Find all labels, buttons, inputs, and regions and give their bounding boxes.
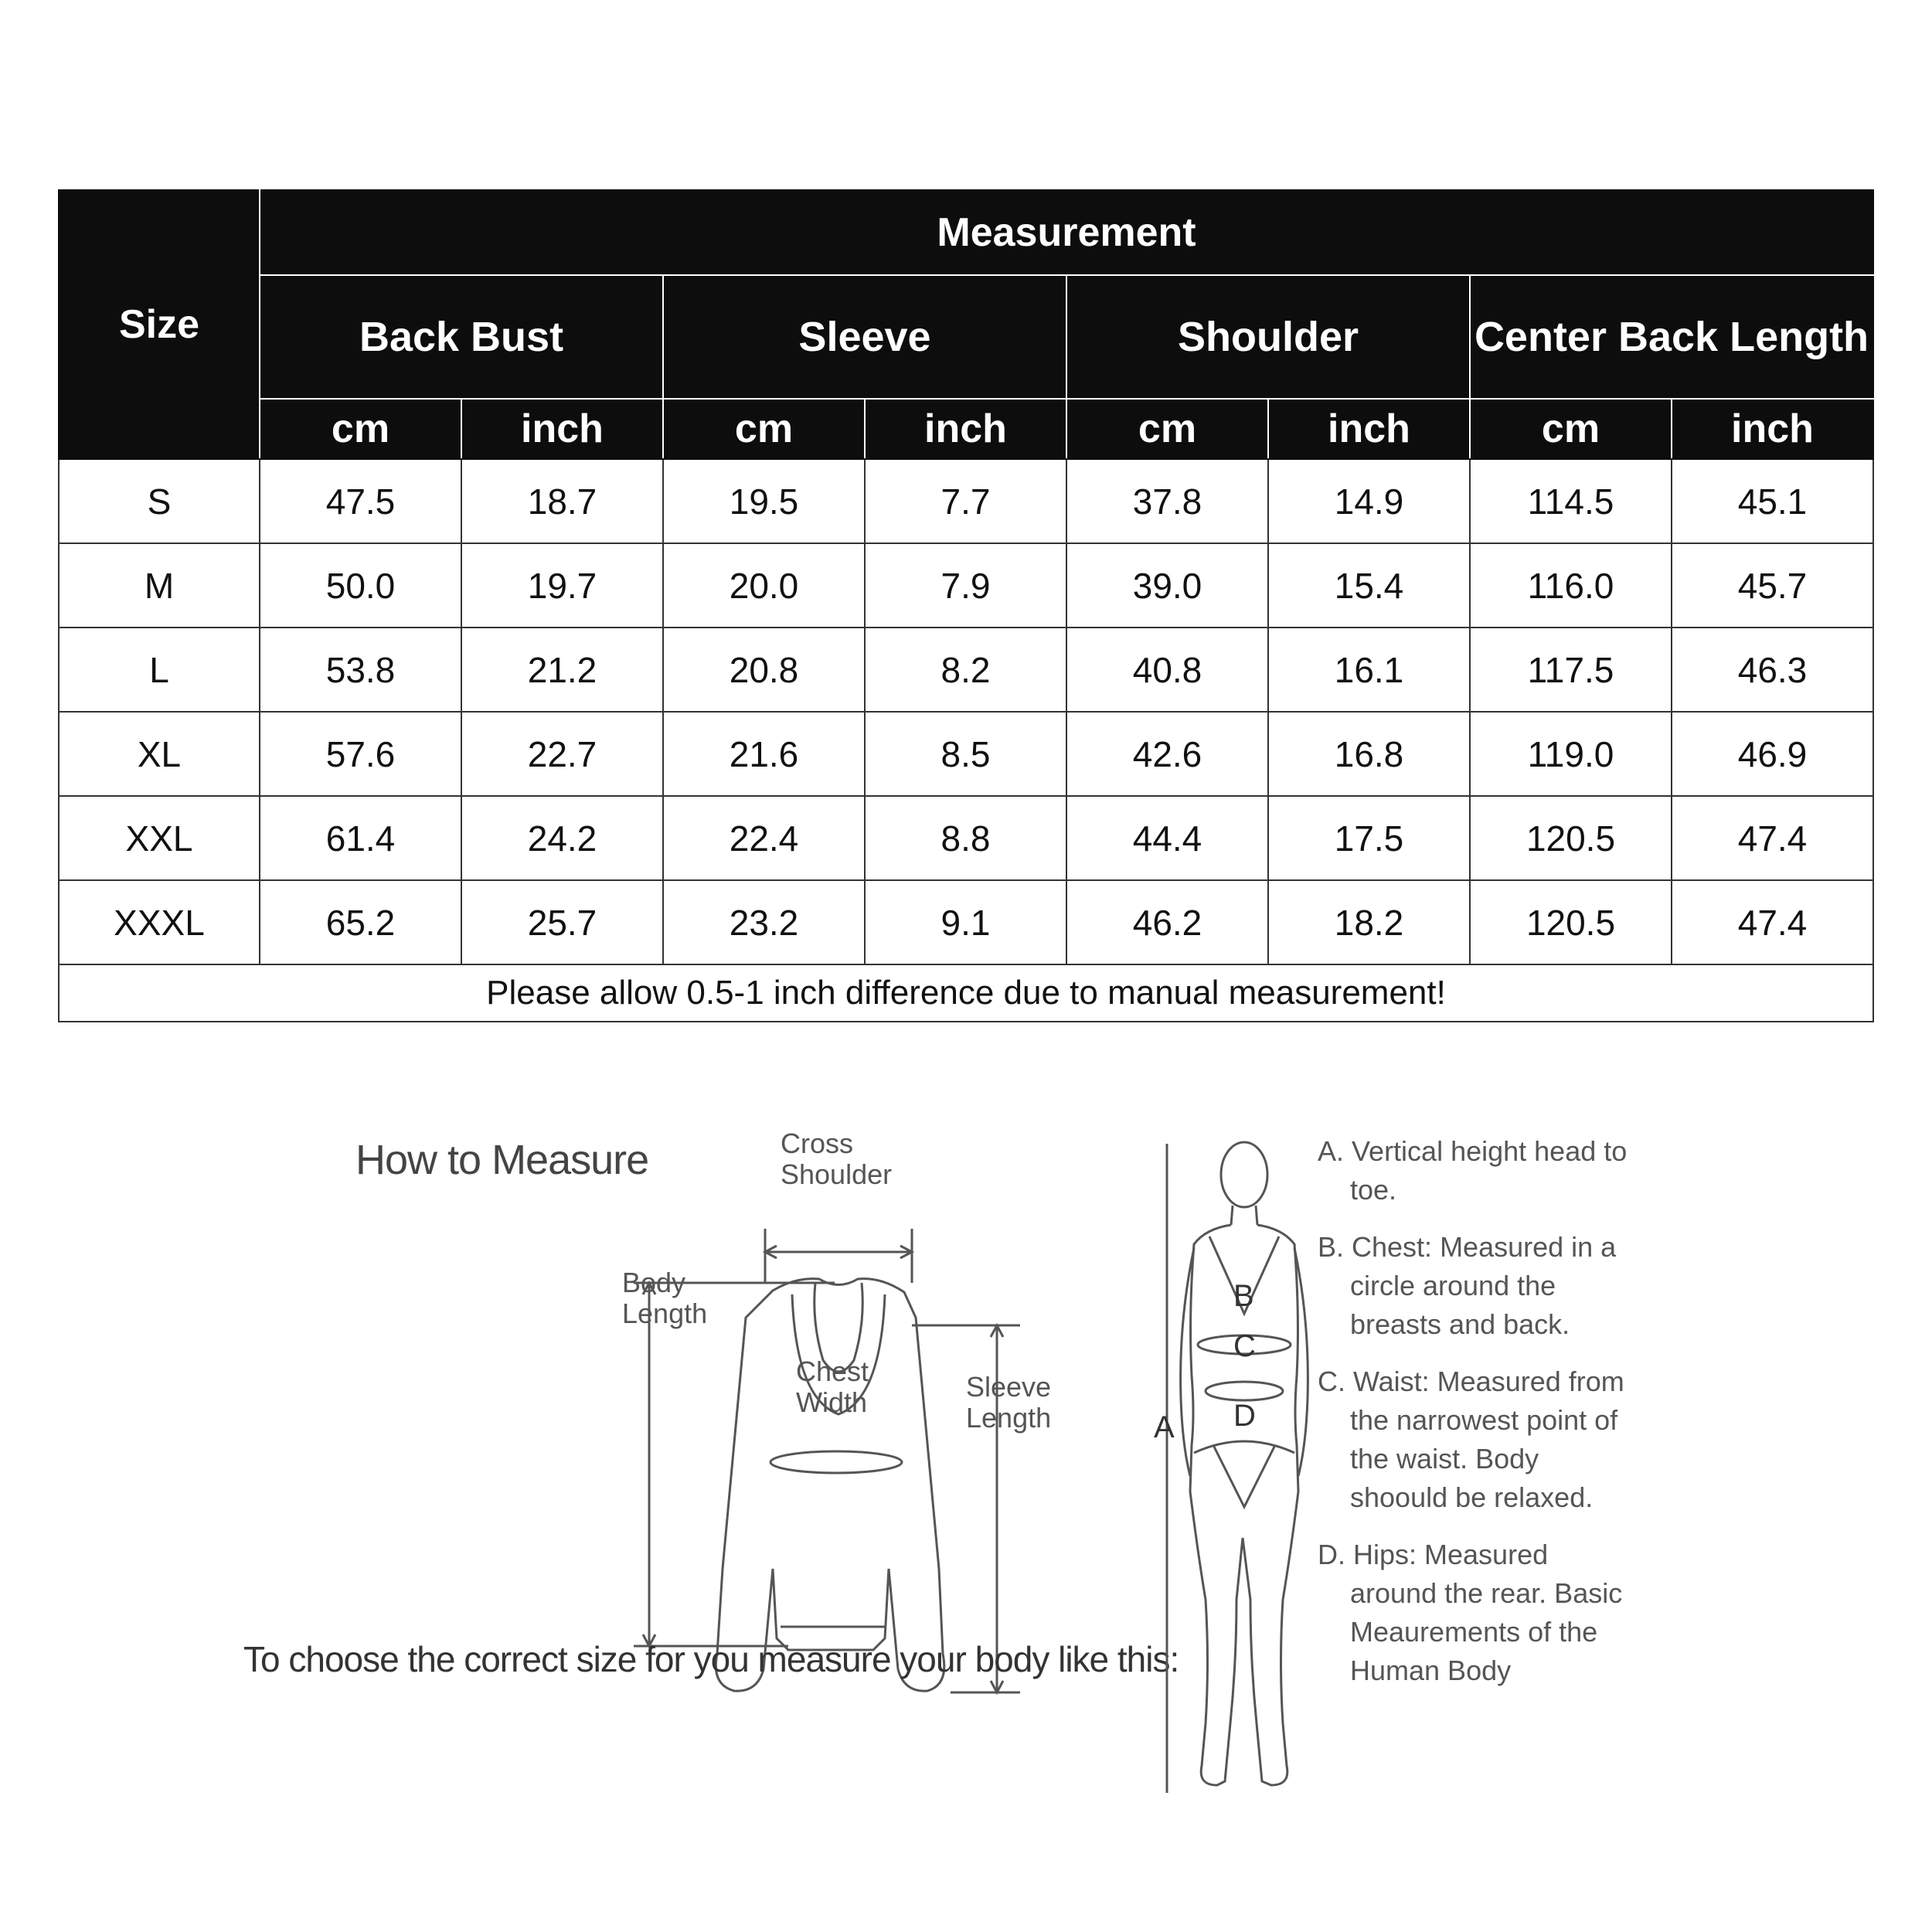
- chest-width-label: Chest Width: [796, 1355, 869, 1418]
- size-rows: [59, 459, 1873, 1022]
- measurement-notes: [1318, 1132, 1642, 1709]
- value-cell: 19.7: [461, 543, 663, 628]
- size-cell: S: [59, 459, 260, 543]
- value-cell: 8.5: [865, 712, 1066, 796]
- value-cell: 120.5: [1470, 796, 1672, 880]
- value-cell: 15.4: [1268, 543, 1470, 628]
- value-cell: 17.5: [1268, 796, 1470, 880]
- table-row: [59, 712, 1873, 796]
- value-cell: 16.1: [1268, 628, 1470, 712]
- garment-diagram-icon: [618, 1206, 1082, 1708]
- value-cell: 39.0: [1066, 543, 1268, 628]
- unit-header-cm: cm: [663, 399, 865, 459]
- value-cell: 16.8: [1268, 712, 1470, 796]
- size-cell: XL: [59, 712, 260, 796]
- unit-header-cm: cm: [1066, 399, 1268, 459]
- value-cell: 8.8: [865, 796, 1066, 880]
- cross-shoulder-label: Cross Shoulder: [781, 1128, 893, 1190]
- value-cell: 24.2: [461, 796, 663, 880]
- value-cell: 114.5: [1470, 459, 1672, 543]
- value-cell: 40.8: [1066, 628, 1268, 712]
- size-cell: L: [59, 628, 260, 712]
- group-header-center-back-length: Center Back Length: [1470, 275, 1873, 399]
- value-cell: 44.4: [1066, 796, 1268, 880]
- value-cell: 47.4: [1672, 796, 1873, 880]
- value-cell: 21.2: [461, 628, 663, 712]
- how-to-measure-section: [0, 1066, 1932, 1839]
- value-cell: 46.9: [1672, 712, 1873, 796]
- value-cell: 22.7: [461, 712, 663, 796]
- group-header-shoulder: Shoulder: [1066, 275, 1470, 399]
- size-cell: XXXL: [59, 880, 260, 964]
- size-cell: XXL: [59, 796, 260, 880]
- table-row: [59, 880, 1873, 964]
- value-cell: 14.9: [1268, 459, 1470, 543]
- value-cell: 50.0: [260, 543, 461, 628]
- table-row: [59, 543, 1873, 628]
- unit-header-inch: inch: [461, 399, 663, 459]
- group-header-back-bust: Back Bust: [260, 275, 663, 399]
- value-cell: 57.6: [260, 712, 461, 796]
- value-cell: 7.7: [865, 459, 1066, 543]
- value-cell: 18.7: [461, 459, 663, 543]
- measurement-header: Measurement: [260, 190, 1873, 275]
- body-letter-d: D: [1233, 1399, 1256, 1433]
- measurement-note: Please allow 0.5-1 inch difference due to manual measurement!: [59, 964, 1873, 1022]
- value-cell: 117.5: [1470, 628, 1672, 712]
- table-row: [59, 628, 1873, 712]
- note-hips: D. Hips: Measured around the rear. Basic Meaurements of the Human Body: [1318, 1539, 1623, 1686]
- unit-header-cm: cm: [260, 399, 461, 459]
- value-cell: 7.9: [865, 543, 1066, 628]
- unit-header-inch: inch: [1268, 399, 1470, 459]
- value-cell: 45.7: [1672, 543, 1873, 628]
- note-row: [59, 964, 1873, 1022]
- how-to-measure-title: How to Measure: [355, 1137, 649, 1183]
- unit-header-row: [59, 399, 1873, 459]
- value-cell: 65.2: [260, 880, 461, 964]
- unit-header-inch: inch: [1672, 399, 1873, 459]
- table-row: [59, 459, 1873, 543]
- value-cell: 22.4: [663, 796, 865, 880]
- value-cell: 46.2: [1066, 880, 1268, 964]
- value-cell: 37.8: [1066, 459, 1268, 543]
- value-cell: 42.6: [1066, 712, 1268, 796]
- value-cell: 46.3: [1672, 628, 1873, 712]
- value-cell: 47.5: [260, 459, 461, 543]
- body-letter-b: B: [1233, 1279, 1254, 1313]
- body-letter-c: C: [1233, 1329, 1256, 1363]
- value-cell: 61.4: [260, 796, 461, 880]
- note-chest: B. Chest: Measured in a circle around the breasts and back.: [1318, 1231, 1617, 1340]
- value-cell: 18.2: [1268, 880, 1470, 964]
- note-height: A. Vertical height head to toe.: [1318, 1135, 1628, 1206]
- group-header-sleeve: Sleeve: [663, 275, 1066, 399]
- size-cell: M: [59, 543, 260, 628]
- choose-size-instruction: To choose the correct size for you measure your body like this:: [243, 1639, 1179, 1679]
- value-cell: 20.0: [663, 543, 865, 628]
- value-cell: 21.6: [663, 712, 865, 796]
- value-cell: 23.2: [663, 880, 865, 964]
- value-cell: 53.8: [260, 628, 461, 712]
- value-cell: 8.2: [865, 628, 1066, 712]
- body-length-label: Body Length: [622, 1267, 708, 1329]
- sleeve-length-label: Sleeve Length: [966, 1371, 1052, 1434]
- value-cell: 19.5: [663, 459, 865, 543]
- body-letter-a: A: [1154, 1410, 1175, 1444]
- value-cell: 45.1: [1672, 459, 1873, 543]
- value-cell: 116.0: [1470, 543, 1672, 628]
- value-cell: 119.0: [1470, 712, 1672, 796]
- unit-header-cm: cm: [1470, 399, 1672, 459]
- value-cell: 120.5: [1470, 880, 1672, 964]
- unit-header-inch: inch: [865, 399, 1066, 459]
- size-chart-table: [58, 189, 1874, 1022]
- value-cell: 25.7: [461, 880, 663, 964]
- table-row: [59, 796, 1873, 880]
- value-cell: 47.4: [1672, 880, 1873, 964]
- note-waist: C. Waist: Measured from the narrowest point of the waist. Body shoould be relaxed.: [1318, 1366, 1624, 1513]
- value-cell: 9.1: [865, 880, 1066, 964]
- value-cell: 20.8: [663, 628, 865, 712]
- size-header: Size: [59, 190, 260, 459]
